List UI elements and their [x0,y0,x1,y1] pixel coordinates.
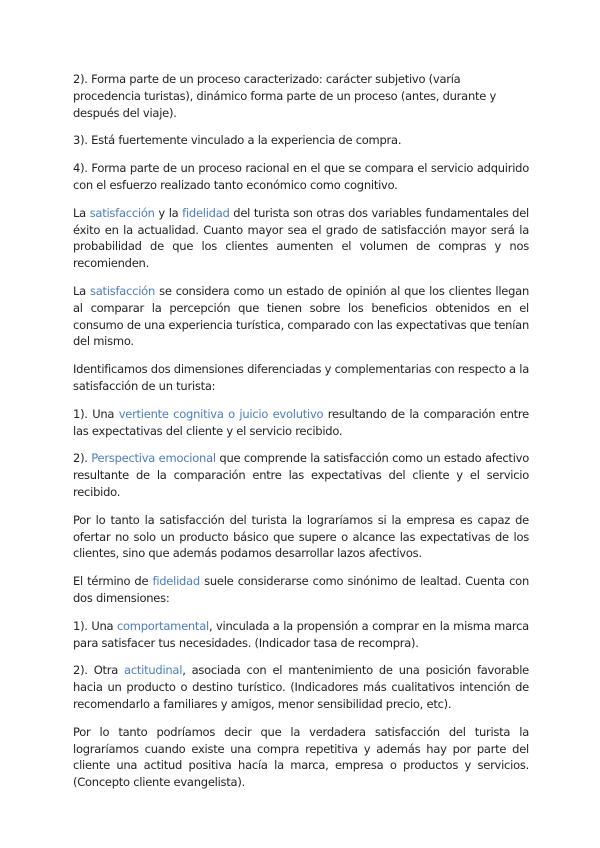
text-run: 1). Una [73,618,117,633]
highlight-satisfaccion: satisfacción [90,283,156,298]
paragraph-subjective-process [73,71,529,121]
paragraph-emotional-dimension [73,450,529,500]
highlight-comportamental: comportamental [116,618,209,633]
text-run: 2). Otra [73,663,125,678]
paragraph-behavioral-dimension [73,618,529,652]
highlight-vertiente-cognitiva: vertiente cognitiva o juicio evolutivo [118,406,324,421]
text-run: y la [154,205,183,220]
text-run: resultando de la comparación entre las expectativas del cliente y el servicio recibido. [73,406,529,438]
highlight-fidelidad: fidelidad [152,574,200,589]
text-run: suele considerarse como sinónimo de lealtad. Cuenta con dos dimensiones: [73,574,530,605]
highlight-actitudinal: actitudinal [124,663,183,678]
paragraph-two-dimensions [73,361,529,395]
text-run: La [73,205,90,220]
text-run: 3). Está fuertemente vinculado a la experiencia de compra. [73,133,402,148]
paragraph-final-conclusion [73,724,529,791]
text-run: El término de [73,574,153,589]
highlight-satisfaccion: satisfacción [89,205,155,220]
text-run: que comprende la satisfacción como un estado afectivo resultante de la comparación entre las expectativas del cliente y el servicio recibido. [73,451,529,499]
paragraph-satisfaction-definition [73,283,529,350]
text-run: Por lo tanto la satisfacción del turista la lograríamos si la empresa es capaz de ofertar no solo un producto básico que supere o alcance las expectativas de los clientes, sino que además podamos desarrollar lazos afectivos. [73,512,529,561]
text-run: se considera como un estado de opinión al que los clientes llegan al comparar la percepción que tienen sobre los beneficios obtenidos en el consumo de una experiencia turística, comparado con las expectativas que tenían del mismo. [73,283,529,349]
paragraph-fidelity-definition [73,573,529,607]
text-run: 4). Forma parte de un proceso racional en el que se compara el servicio adquirido con el esfuerzo realizado tanto económico como cognitivo. [73,161,529,192]
text-run: , vinculada a la propensión a comprar en la misma marca para satisfacer tus necesidades. (Indicador tasa de recompra). [73,618,529,650]
paragraph-purchase-experience [73,132,529,149]
text-run: 2). Forma parte de un proceso caracterizado: carácter subjetivo (varía procedencia turistas), dinámico forma parte de un proceso (antes, durante y después del viaje). [73,72,497,120]
text-run: La [73,283,91,298]
text-run: del turista son otras dos variables fundamentales del éxito en la actualidad. Cuanto mayor sea el grado de satisfacción mayor será la probabilidad de que los clientes aumenten el volumen de compras y nos recomienden. [73,205,529,271]
text-run: Por lo tanto podríamos decir que la verdadera satisfacción del turista la lograríamos cuando existe una compra repetitiva y además hay por parte del cliente una actitud positiva hacía la marca, empresa o productos y servicios. (Concepto cliente evangelista). [73,724,529,790]
paragraph-cognitive-dimension [73,406,529,440]
text-run: 2). [73,451,92,466]
highlight-fidelidad: fidelidad [182,205,230,220]
paragraph-rational-process [73,160,529,194]
highlight-perspectiva-emocional: Perspectiva emocional [91,451,216,466]
paragraph-attitudinal-dimension [73,662,529,712]
text-run: Identificamos dos dimensiones diferenciadas y complementarias con respecto a la satisfacción de un turista: [73,362,529,393]
paragraph-satisfaction-conclusion [73,512,529,562]
paragraph-satisfaction-fidelity [73,205,529,272]
text-run: 1). Una [73,406,119,421]
text-run: , asociada con el mantenimiento de una posición favorable hacia un producto o destino turístico. (Indicadores más cualitativos intención de recomendarlo a familiares y amigos, menor sensibilidad precio, etc). [73,663,529,711]
